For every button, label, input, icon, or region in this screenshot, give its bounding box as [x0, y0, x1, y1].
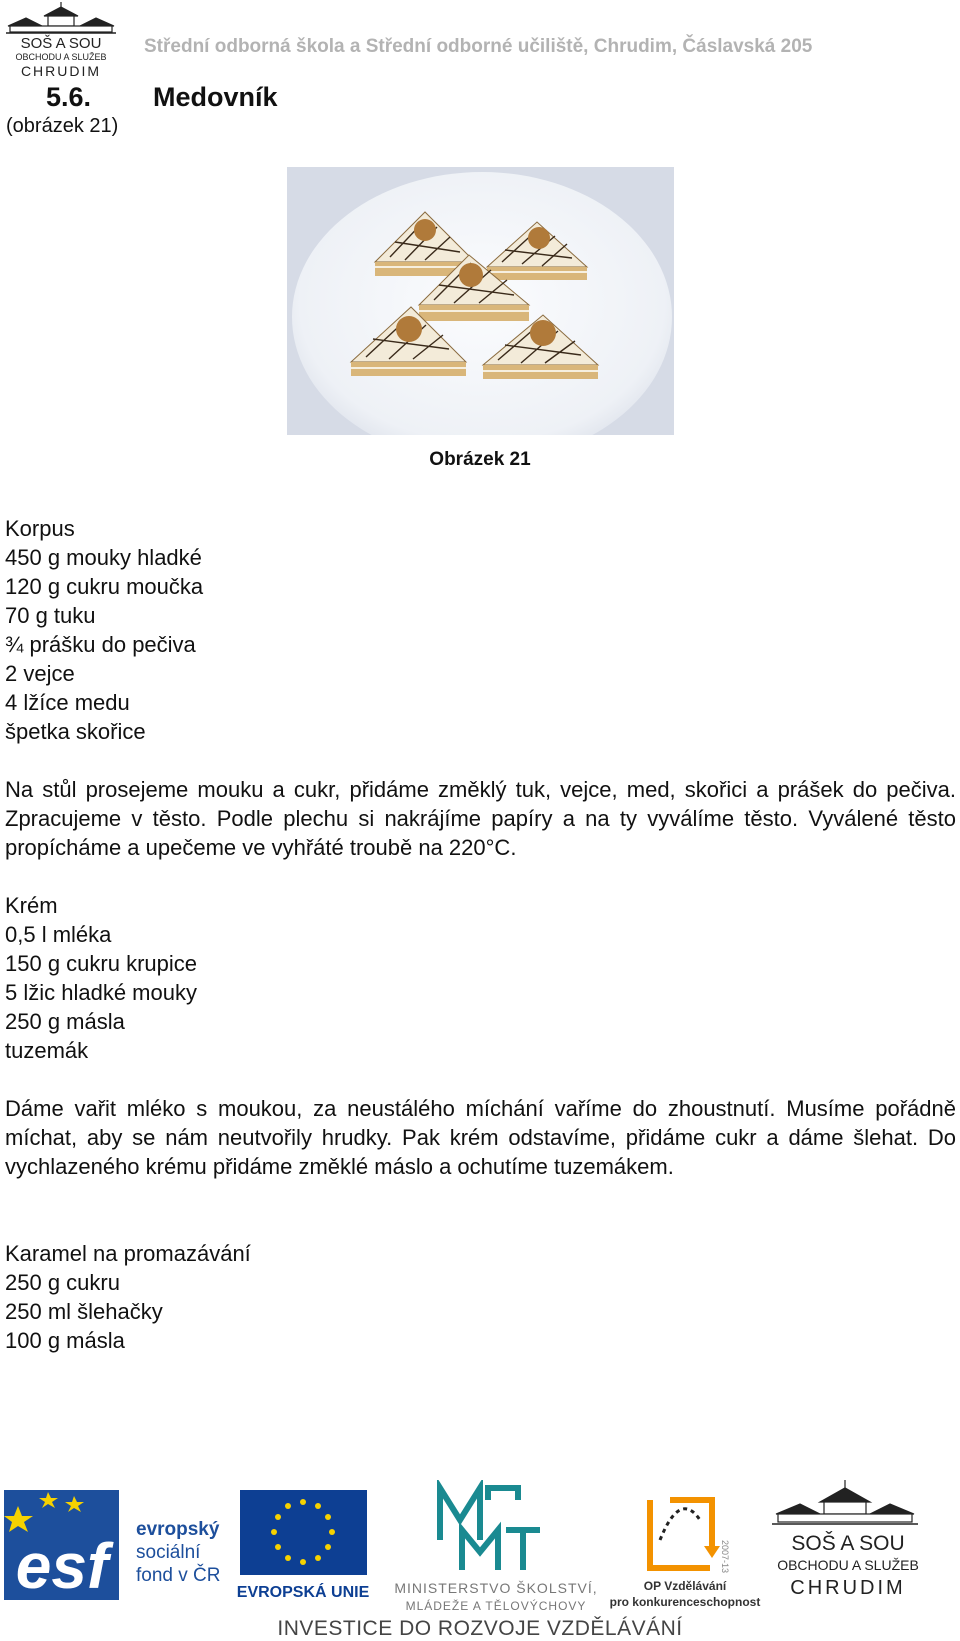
medovnik-photo: [287, 167, 674, 435]
list-item: 0,5 l mléka: [5, 922, 112, 947]
list-item: tuzemák: [5, 1038, 89, 1063]
list-item: 150 g cukru krupice: [5, 951, 197, 976]
chateau-icon: [772, 1480, 918, 1524]
esf-letters: esf: [15, 1530, 109, 1602]
figure-reference: (obrázek 21): [6, 115, 119, 137]
eu-logo: [237, 1490, 370, 1601]
list-item: 2 vejce: [5, 661, 75, 686]
esf-text-line1: evropský: [136, 1519, 220, 1540]
esf-text-line3: fond v ČR: [136, 1565, 221, 1586]
school-header-line: Střední odborná škola a Střední odborné učiliště, Chrudim, Čáslavská 205: [144, 36, 813, 57]
msmt-text-line1: MINISTERSTVO ŠKOLSTVÍ,: [394, 1580, 598, 1596]
list-item: špetka skořice: [5, 719, 146, 744]
investment-slogan: INVESTICE DO ROZVOJE VZDĚLÁVÁNÍ: [277, 1617, 683, 1640]
list-item: ¾ prášku do pečiva: [5, 632, 196, 657]
school-logo-footer: [772, 1480, 919, 1599]
op-badge: 2007-13: [720, 1540, 730, 1574]
eu-text: EVROPSKÁ UNIE: [236, 1584, 370, 1601]
op-text-line1: OP Vzdělávání: [643, 1579, 727, 1593]
esf-text-line2: sociální: [136, 1542, 201, 1563]
list-item: 100 g másla: [5, 1328, 125, 1353]
school-logo: [4, 2, 118, 80]
msmt-logo: [394, 1488, 597, 1613]
karamel-ingredients: [5, 1239, 956, 1355]
op-logo: [610, 1500, 761, 1609]
krem-instructions: Dáme vařit mléko s moukou, za neustálého míchání vaříme do zhoustnutí. Musíme pořádně míchat, aby se nám neutvořily hrudky. Pak krém odstavíme, přidáme cukr a dáme šlehat. Do vychlazeného krému přidáme změklé máslo a ochutíme tuzemákem.: [5, 1096, 956, 1179]
list-item: 450 g mouky hladké: [5, 545, 202, 570]
logo-text-line3: CHRUDIM: [20, 63, 102, 79]
list-item: 70 g tuku: [5, 603, 96, 628]
footer-logo-line2: OBCHODU A SLUŽEB: [777, 1557, 919, 1573]
logo-text-line1: SOŠ A SOU: [20, 35, 102, 52]
list-item: 250 ml šlehačky: [5, 1299, 163, 1324]
karamel-heading: Karamel na promazávání: [5, 1241, 251, 1266]
korpus-heading: Korpus: [5, 516, 75, 541]
esf-logo: [4, 1490, 220, 1602]
list-item: 250 g másla: [5, 1009, 125, 1034]
krem-heading: Krém: [5, 893, 58, 918]
figure-caption: Obrázek 21: [429, 449, 531, 470]
chateau-icon: [6, 2, 116, 33]
korpus-ingredients: [5, 514, 956, 746]
korpus-instructions: Na stůl prosejeme mouku a cukr, přidáme změklý tuk, vejce, med, skořici a prášek do pečiva. Zpracujeme v těsto. Podle plechu si nakrájíme papíry a na ty vyválíme těsto. Vyválené těsto propícháme a upečeme ve vyhřáté troubě na 220°C.: [5, 777, 956, 860]
list-item: 5 lžic hladké mouky: [5, 980, 197, 1005]
op-text-line2: pro konkurenceschopnost: [609, 1595, 761, 1609]
logo-text-line2: OBCHODU A SLUŽEB: [15, 52, 107, 62]
list-item: 4 lžíce medu: [5, 690, 130, 715]
section-number: 5.6.: [46, 82, 92, 112]
section-title: Medovník: [153, 82, 278, 112]
list-item: 250 g cukru: [5, 1270, 120, 1295]
krem-ingredients: [5, 891, 956, 1065]
footer-logo-line3: CHRUDIM: [790, 1577, 906, 1599]
msmt-text-line2: MLÁDEŽE A TĚLOVÝCHOVY: [405, 1599, 587, 1613]
list-item: 120 g cukru moučka: [5, 574, 204, 599]
footer-logo-line1: SOŠ A SOU: [791, 1532, 905, 1555]
